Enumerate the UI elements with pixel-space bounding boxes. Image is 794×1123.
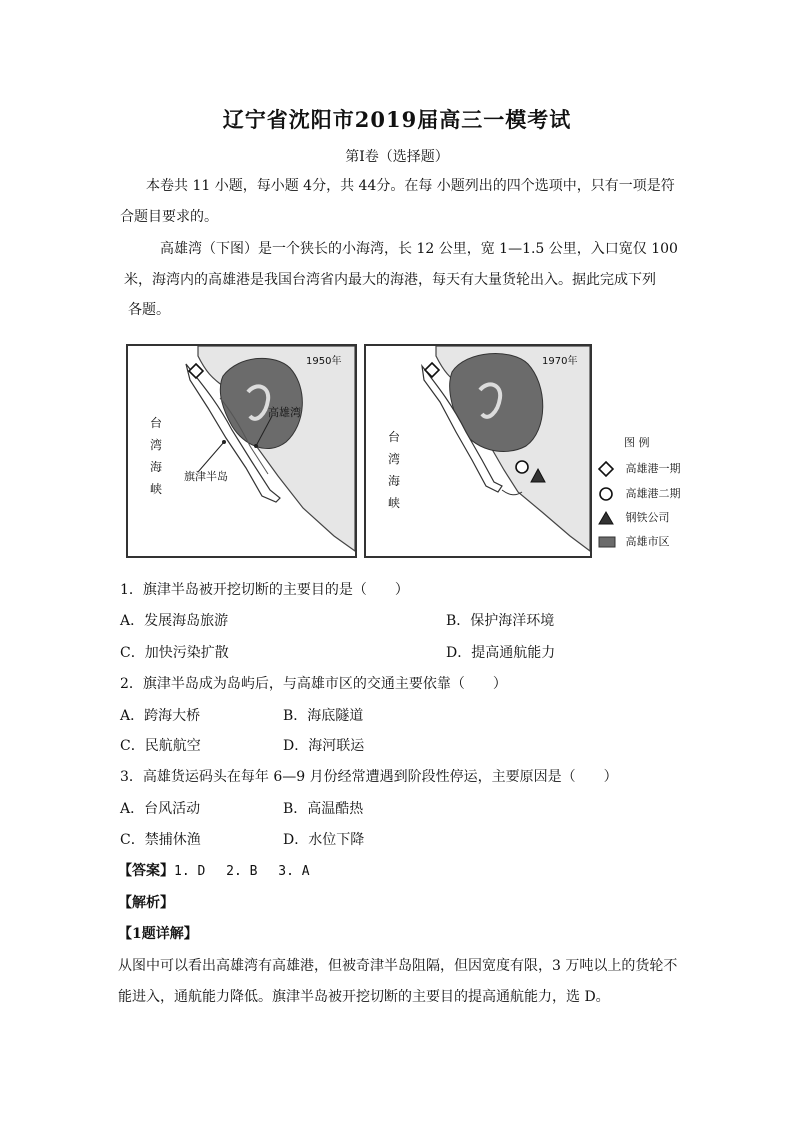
question-3-option-d: D．水位下降 [283, 832, 365, 848]
question-3-option-a: A．台风活动 [120, 801, 201, 817]
passage-line-2: 米，海湾内的高雄港是我国台湾省内最大的海港，每天有大量货轮出入。据此完成下列 [124, 272, 656, 288]
passage-line-3: 各题。 [128, 302, 170, 318]
triangle-icon [598, 510, 614, 526]
answer-heading: 【答案】 [118, 863, 174, 879]
legend-title: 图 例 [624, 436, 650, 449]
question-1-option-b: B．保护海洋环境 [446, 613, 555, 629]
question-2-stem: 2．旗津半岛成为岛屿后，与高雄市区的交通主要依靠（ ） [120, 676, 507, 692]
question-1-stem: 1．旗津半岛被开挖切断的主要目的是（ ） [120, 582, 409, 598]
answer-text: 1. D 2. B 3. A [174, 864, 310, 879]
instruction-line-1: 本卷共 11 小题，每小题 4分，共 44分。在每 小题列出的四个选项中，只有一项是符 [146, 178, 675, 194]
legend-item-circle: 高雄港二期 [598, 485, 681, 502]
analysis-line-1: 从图中可以看出高雄湾有高雄港，但被奇津半岛阻隔，但因宽度有限，3 万吨以上的货轮不 [118, 958, 678, 974]
map-1950 [126, 344, 357, 558]
bay-label: 高雄湾 [268, 406, 301, 419]
question-3-option-b: B．高温酷热 [283, 801, 364, 817]
question-3-option-c: C．禁捕休渔 [120, 832, 201, 848]
question-1-option-c: C．加快污染扩散 [120, 645, 229, 661]
question-2-option-a: A．跨海大桥 [120, 708, 201, 724]
question-2-option-c: C．民航航空 [120, 738, 201, 754]
answer-line [118, 861, 310, 882]
map-1970-year: 1970年 [542, 356, 578, 367]
legend-item-shaded: 高雄市区 [598, 533, 670, 549]
diamond-icon [598, 461, 614, 477]
question-3-stem: 3．高雄货运码头在每年 6—9 月份经常遭遇到阶段性停运，主要原因是（ ） [120, 769, 618, 785]
section-heading: 第Ⅰ卷（选择题） [345, 149, 449, 165]
question-1-option-a: A．发展海岛旅游 [120, 613, 229, 629]
question-2-option-d: D．海河联运 [283, 738, 365, 754]
shaded-area-icon [598, 536, 616, 548]
map-1950-graphic [128, 346, 355, 556]
question-1-option-d: D．提高通航能力 [446, 645, 556, 661]
passage-line-1: 高雄湾（下图）是一个狭长的小海湾，长 12 公里，宽 1—1.5 公里，入口宽仅 100 [160, 241, 678, 257]
circle-marker-icon [516, 461, 528, 473]
legend-item-diamond: 高雄港一期 [598, 460, 681, 477]
question-2-option-b: B．海底隧道 [283, 708, 364, 724]
map-1950-year: 1950年 [306, 356, 342, 367]
strait-label: 台 湾 海 峡 [388, 430, 401, 510]
instruction-line-2: 合题目要求的。 [120, 209, 218, 225]
circle-icon [598, 486, 614, 502]
page-title: 辽宁省沈阳市2019届高三一模考试 [222, 107, 572, 132]
bay-leader-dot [254, 444, 258, 448]
analysis-heading: 【解析】 [118, 895, 174, 911]
map-1970 [364, 344, 592, 558]
peninsula-leader-dot [222, 440, 226, 444]
strait-label: 台 湾 海 峡 [150, 416, 163, 496]
legend-item-triangle: 钢铁公司 [598, 509, 670, 526]
analysis-line-2: 能进入，通航能力降低。旗津半岛被开挖切断的主要目的提高通航能力，选 D。 [118, 989, 610, 1005]
peninsula-label: 旗津半岛 [184, 470, 228, 483]
analysis-subheading: 【1题详解】 [118, 926, 198, 942]
